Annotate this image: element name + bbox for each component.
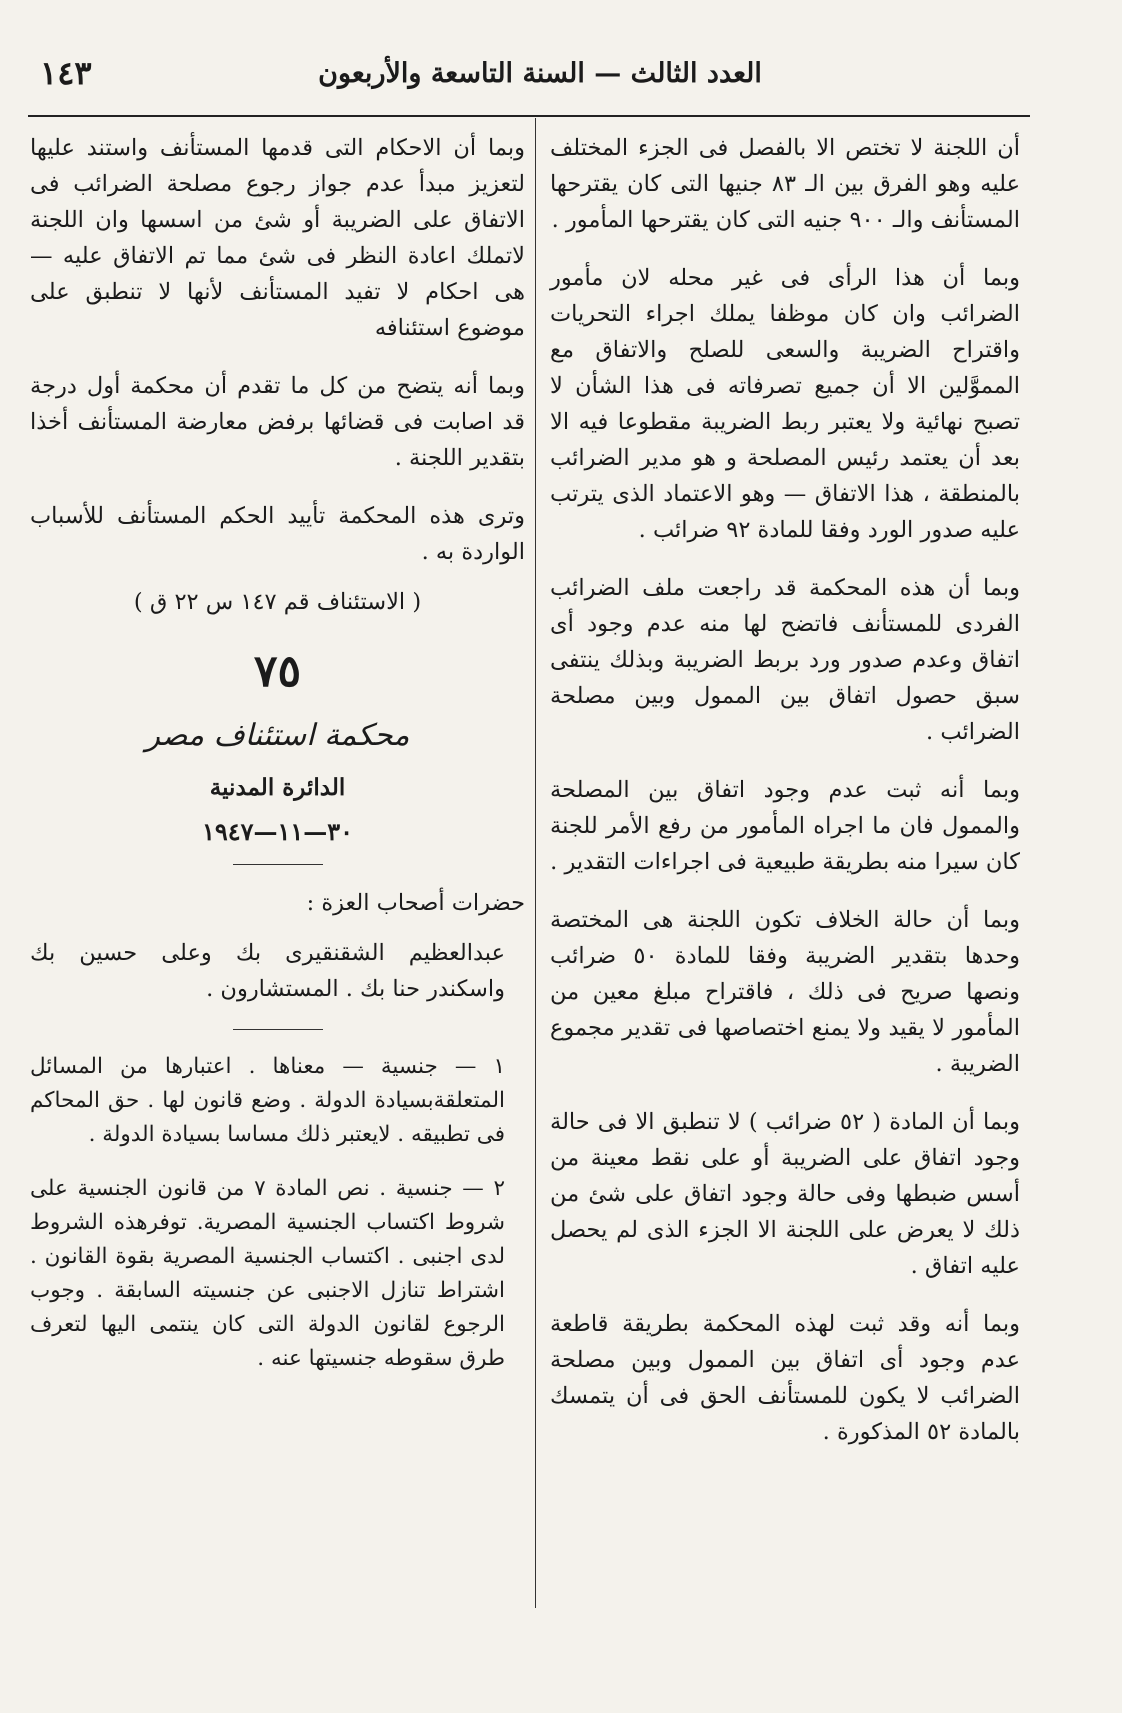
paragraph: وبما أن هذا الرأى فى غير محله لان مأمور الضرائب وان كان موظفا يملك اجراء التحريات واقتراح الضريبة والسعى للصلح والاتفاق مع المموَّلين الا أن جميع تصرفاته فى هذا الشأن لا تصبح نهائية ولا يعتبر ربط الضريبة مقطوعا فيه الا بعد أن يعتمد رئيس المصلحة و هو مدير الضرائب بالمنطقة ، هذا الاتفاق — وهو الاعتماد الذى يترتب عليه صدور الورد وفقا للمادة ٩٢ ضرائب . (550, 265, 1020, 543)
paragraph: وبما أنه يتضح من كل ما تقدم أن محكمة أول درجة قد اصابت فى قضائها برفض معارضة المستأنف أخذا بتقدير اللجنة . (30, 373, 525, 471)
header-rule (28, 115, 1030, 117)
panel-heading: حضرات أصحاب العزة : (306, 890, 525, 916)
page-number: ١٤٣ (40, 54, 92, 92)
paragraph: وبما أنه ثبت عدم وجود اتفاق بين المصلحة والممول فان ما اجراه المأمور من رفع الأمر للجنة كان سيرا منه بطريقة طبيعية فى اجراءات التقدير . (550, 777, 1020, 875)
court-title: محكمة استئناف مصر (145, 718, 410, 753)
panel-names: عبدالعظيم الشقنقيرى بك وعلى حسين بك واسكندر حنا بك . المستشارون . (30, 940, 505, 1002)
header-title: العدد الثالث — السنة التاسعة والأربعون (318, 58, 762, 89)
paragraph: وترى هذه المحكمة تأييد الحكم المستأنف للأسباب الواردة به . (30, 503, 525, 565)
judgment-date: ٣٠—١١—١٩٤٧ (201, 817, 354, 846)
paragraph: وبما أن هذه المحكمة قد راجعت ملف الضرائب الفردى للمستأنف فاتضح لها منه عدم وجود أى اتفاق وعدم صدور ورد بربط الضريبة وبذلك ينتفى سبق حصول اتفاق بين الممول وبين مصلحة الضرائب . (550, 575, 1020, 745)
paragraph: وبما أن الاحكام التى قدمها المستأنف واستند عليها لتعزيز مبدأ عدم جواز رجوع مصلحة الضرائب فى الاتفاق على الضريبة أو شئ من اسسها وان اللجنة لاتملك اعادة النظر فى شئ مما تم الاتفاق عليه — هى احكام لا تفيد المستأنف لأنها لا تنطبق على موضوع استئنافه (30, 135, 525, 341)
paragraph: وبما أن حالة الخلاف تكون اللجنة هى المختصة وحدها بتقدير الضريبة وفقا للمادة ٥٠ ضرائب ونصها صريح فى ذلك ، فاقتراح مبلغ معين من المأمور لا يقيد ولا يمنع اختصاصها فى تقدير مجموع الضريبة . (550, 907, 1021, 1077)
case-number: ٧٥ (253, 646, 302, 697)
case-citation: ( الاستئناف قم ١٤٧ س ٢٢ ق ) (133, 589, 422, 615)
circuit-name: الدائرة المدنية (209, 774, 346, 801)
paragraph: أن اللجنة لا تختص الا بالفصل فى الجزء المختلف عليه وهو الفرق بين الـ ٨٣ جنيها التى كان يقترحها المستأنف والـ ٩٠٠ جنيه التى كان يقترحها المأمور . (550, 135, 1020, 233)
section-rule (233, 1029, 323, 1030)
right-column (550, 130, 1020, 1472)
headnote: ١ — جنسية — معناها . اعتبارها من المسائل المتعلقةبسيادة الدولة . وضع قانون لها . حق المحاكم فى تطبيقه . لايعتبر ذلك مساسا بسيادة الدولة . (30, 1054, 505, 1147)
page-header (40, 50, 1040, 120)
paragraph: وبما أنه وقد ثبت لهذه المحكمة بطريقة قاطعة عدم وجود أى اتفاق بين الممول وبين مصلحة الضرائب لا يكون للمستأنف الحق فى أن يتمسك بالمادة ٥٢ المذكورة . (550, 1311, 1020, 1445)
paragraph: وبما أن المادة ( ٥٢ ضرائب ) لا تنطبق الا فى حالة وجود اتفاق على الضريبة أو على نقط معينة من أسس ضبطها وفى حالة وجود اتفاق على شئ من ذلك لا يعرض على اللجنة الا الجزء الذى لم يحصل عليه اتفاق . (550, 1109, 1020, 1279)
section-rule (233, 864, 323, 865)
column-divider (535, 118, 536, 1608)
left-column (30, 130, 525, 1396)
headnote: ٢ — جنسية . نص المادة ٧ من قانون الجنسية على شروط اكتساب الجنسية المصرية. توفرهذه الشروط لدى اجنبى . اكتساب الجنسية المصرية بقوة القانون . اشتراط تنازل الاجنبى عن جنسيته السابقة . وجوب الرجوع لقانون الدولة التى كان ينتمى اليها لتعرف طرق سقوطه جنسيتها عنه . (30, 1176, 505, 1371)
